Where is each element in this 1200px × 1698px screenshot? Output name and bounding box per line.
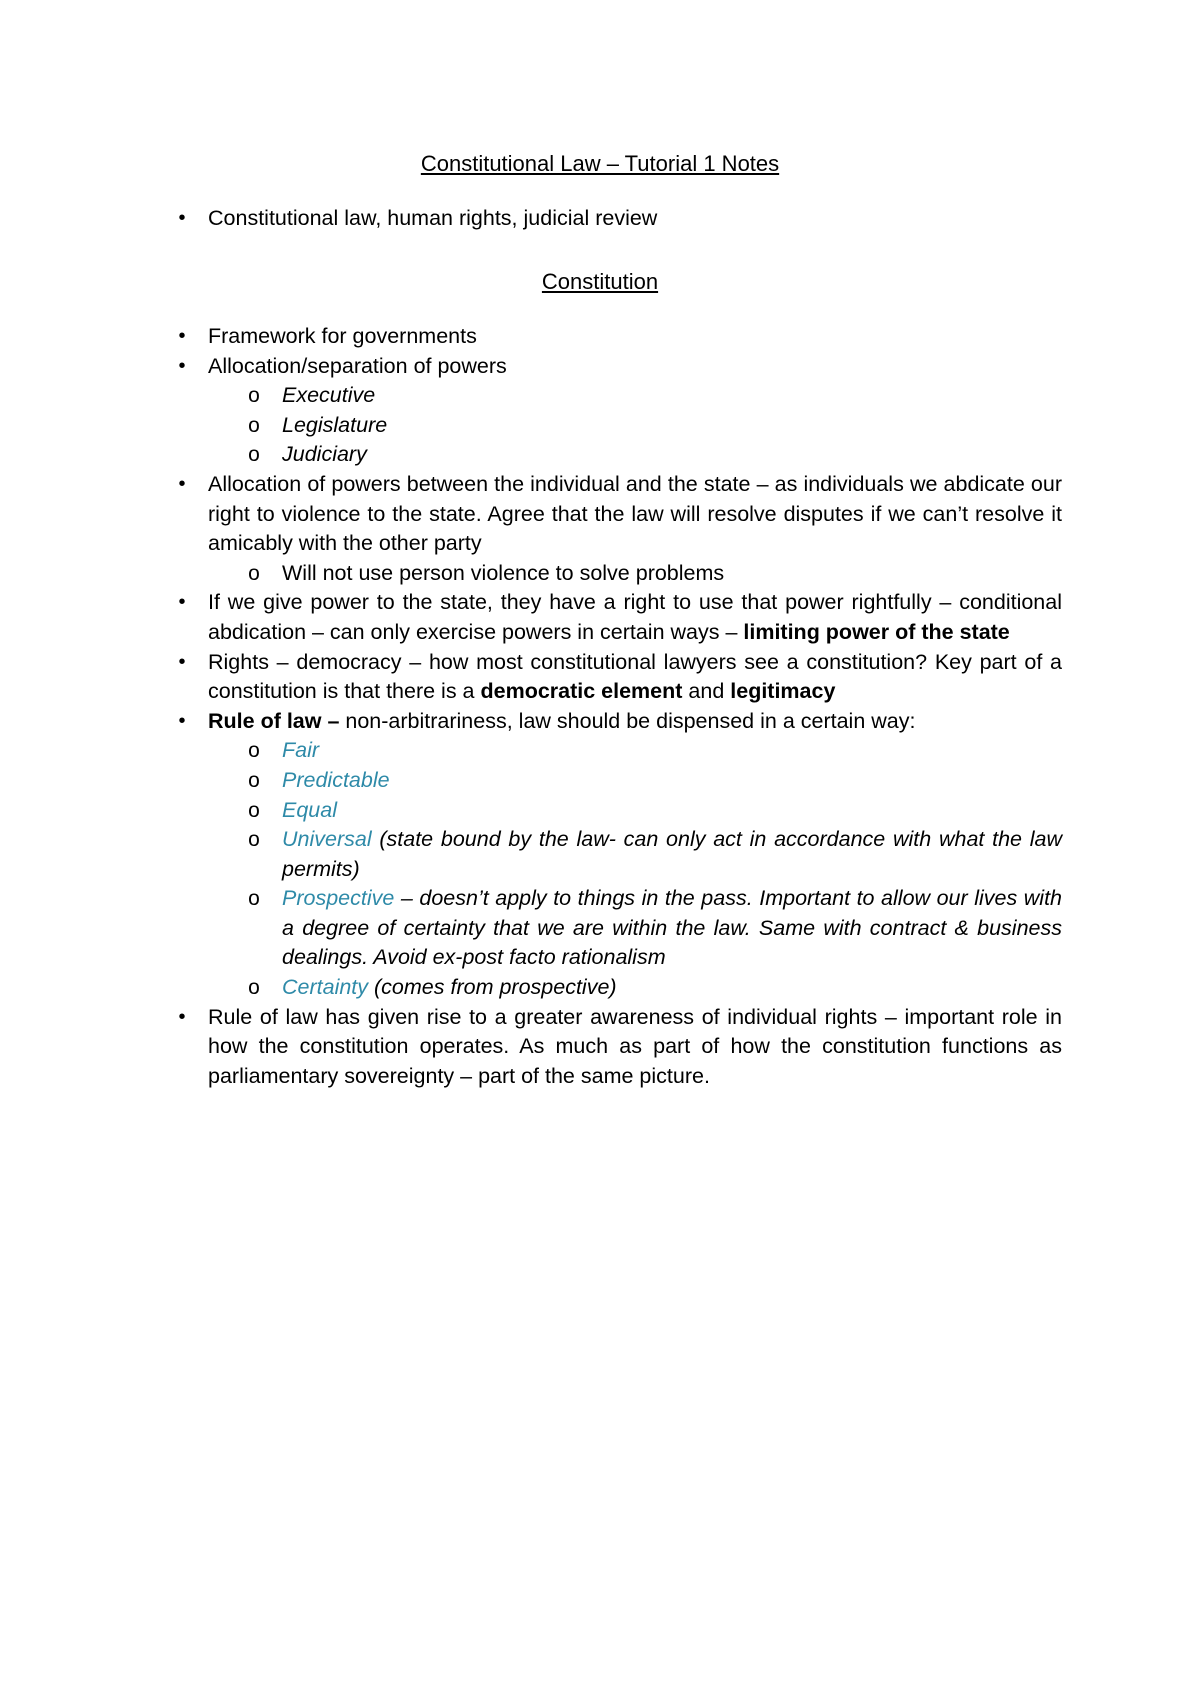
- sub-item-text: Legislature: [282, 412, 388, 437]
- circle-bullet-icon: o: [248, 443, 260, 467]
- list-item-text: Rule of law has given rise to a greater awareness of individual rights – important role in how the constitution operates. As much as part of how the constitution functions as parliamentary sovereignty – part of the same picture.: [208, 1004, 1062, 1088]
- bold-phrase: Rule of law –: [208, 708, 340, 733]
- list-item-text: Constitutional law, human rights, judicial review: [208, 206, 658, 230]
- bullet-icon: •: [178, 354, 186, 377]
- sub-item-note: (comes from prospective): [368, 975, 617, 1000]
- constitution-list: [178, 322, 1062, 1091]
- violence-sublist: [208, 559, 1062, 589]
- sub-item-note: (state bound by the law- can only act in accordance with what the law permits): [282, 827, 1062, 881]
- sub-list-item: [248, 973, 1062, 1003]
- bullet-icon: •: [178, 325, 186, 347]
- bold-phrase: limiting power of the state: [743, 619, 1010, 644]
- sub-list-item: [248, 884, 1062, 973]
- bullet-icon: •: [178, 709, 186, 732]
- bullet-icon: •: [178, 472, 186, 495]
- list-item: [178, 1003, 1062, 1092]
- list-item-text: Allocation/separation of powers: [208, 353, 507, 378]
- circle-bullet-icon: o: [248, 768, 260, 792]
- sub-list-item: [248, 766, 1062, 796]
- list-item-text: non-arbitrariness, law should be dispensed in a certain way:: [339, 708, 916, 733]
- sub-item-term: Certainty: [282, 975, 369, 1000]
- list-item-text: Allocation of powers between the individual and the state – as individuals we abdicate our right to violence to the state. Agree that the law will resolve disputes if we can’t resolve it amicably with the other party: [208, 471, 1062, 556]
- list-item: [178, 470, 1062, 588]
- sub-list-item: [248, 411, 1062, 441]
- list-item: [178, 588, 1062, 647]
- bullet-icon: •: [178, 650, 186, 673]
- sub-list-item: [248, 440, 1062, 470]
- list-item: [178, 322, 1062, 352]
- list-item: [178, 648, 1062, 707]
- list-item-text: and: [682, 679, 731, 704]
- sub-item-text: Executive: [282, 383, 376, 408]
- circle-bullet-icon: o: [248, 976, 260, 1000]
- rule-of-law-sublist: [208, 736, 1062, 1002]
- bullet-icon: •: [178, 591, 186, 614]
- powers-sublist: [208, 381, 1062, 470]
- section-heading: Constitution: [541, 269, 659, 294]
- list-item: [178, 707, 1062, 1003]
- bold-phrase: democratic element: [480, 679, 683, 704]
- sub-item-term: Universal: [282, 827, 372, 852]
- circle-bullet-icon: o: [248, 887, 260, 911]
- list-item: [178, 204, 1062, 234]
- sub-item-term: Prospective: [282, 886, 395, 911]
- circle-bullet-icon: o: [248, 384, 260, 408]
- list-item: [178, 352, 1062, 470]
- sub-item-term: Equal: [282, 797, 337, 822]
- list-item-text: Rights – democracy – how most constitutional lawyers see a constitution? Key part of a constitution is that there is a: [208, 649, 1062, 704]
- intro-list: [178, 204, 1062, 234]
- sub-list-item: [248, 825, 1062, 884]
- circle-bullet-icon: o: [248, 798, 260, 822]
- circle-bullet-icon: o: [248, 561, 260, 585]
- bold-phrase: legitimacy: [730, 679, 836, 704]
- sub-item-text: Will not use person violence to solve problems: [282, 560, 725, 585]
- circle-bullet-icon: o: [248, 828, 260, 852]
- sub-list-item: [248, 796, 1062, 826]
- sub-item-term: Fair: [282, 738, 320, 763]
- bullet-icon: •: [178, 207, 186, 229]
- page-title: Constitutional Law – Tutorial 1 Notes: [420, 151, 780, 176]
- sub-list-item: [248, 559, 1062, 589]
- circle-bullet-icon: o: [248, 739, 260, 763]
- circle-bullet-icon: o: [248, 413, 260, 437]
- sub-list-item: [248, 736, 1062, 766]
- bullet-icon: •: [178, 1005, 186, 1028]
- list-item-text: Framework for governments: [208, 324, 477, 348]
- sub-item-note: – doesn’t apply to things in the pass. Important to allow our lives with a degree of certainty that we are within the law. Same with contract & business dealings. Avoid ex-post facto rationalism: [282, 886, 1062, 970]
- sub-item-term: Predictable: [282, 767, 390, 792]
- sub-list-item: [248, 381, 1062, 411]
- list-item-text: If we give power to the state, they have a right to use that power rightfully – conditional abdication – can only exercise powers in certain ways –: [208, 590, 1062, 644]
- sub-item-text: Judiciary: [282, 442, 367, 467]
